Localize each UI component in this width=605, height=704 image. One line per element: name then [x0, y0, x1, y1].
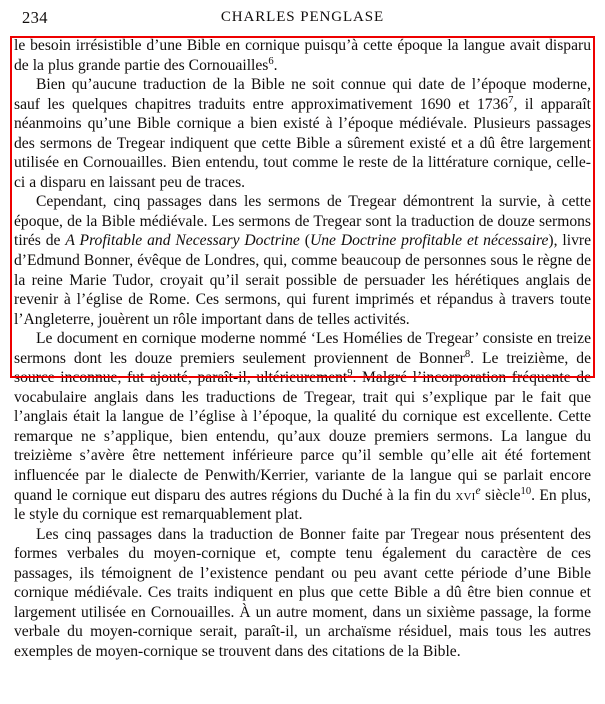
paragraph-4 — [14, 329, 591, 524]
text-run: le besoin irrésistible d’une Bible en cornique puisqu’à cette époque la langue avait disparu de la plus grande partie des Cornouailles — [14, 37, 591, 74]
text-run: ), livre d’Edmund Bonner, évêque de Londres, qui, comme beaucoup de personnes sous le règne de la reine Marie Tudor, croyait qu’il serait possible de persuader les hérétiques anglais de revenir à l’église de Rome. Ces sermons, qui furent imprimés et répandus à travers toute l’Angleterre, jouèrent un rôle important dans de telles activités. — [14, 232, 591, 328]
footnote-marker: 7 — [508, 94, 514, 106]
body-text-column — [14, 36, 591, 662]
text-run: Les cinq passages dans la traduction de Bonner faite par Tregear nous présentent des formes verbales du moyen-cornique et, compte tenu également du caractère de ces passages, ils témoignent de l’existence pendant ou peu avant cette période d’une Bible cornique médiévale. Ces traits indiquent en plus que cette Bible a dû être bien connue et largement utilisée en Cornouailles. À un autre moment, dans un sixième passage, la forme verbale du moyen-cornique serait, paraît-il, un archaïsme résiduel, mais tous les autres exemples de moyen-cornique se trouvent dans des citations de la Bible. — [14, 525, 591, 660]
text-run: , il apparaît néanmoins qu’une Bible cornique a bien existé à l’époque médiévale. Plusieurs passages des sermons de Tregear indiquent que cette Bible a sûrement existé et a dû être largement utilisée en Cornouailles. Bien entendu, tout comme le reste de la littérature cornique, celle-ci a disparu en laissant peu de traces. — [14, 95, 591, 191]
running-head-title: CHARLES PENGLASE — [220, 9, 385, 25]
paragraph-2 — [14, 75, 591, 192]
running-head — [0, 8, 605, 32]
footnote-marker: 10 — [520, 485, 532, 497]
footnote-marker: 9 — [347, 368, 353, 380]
page-number: 234 — [22, 8, 48, 27]
text-run: . — [273, 56, 278, 74]
footnote-marker: 6 — [268, 55, 274, 67]
text-run: Bien qu’aucune traduction de la Bible ne soit connue qui date de l’époque moderne, sauf les quelques chapitres traduits entre approximativement 1690 et 1736 — [14, 76, 591, 113]
text-run: Cependant, cinq passages dans les sermons de Tregear démontrent la survie, à cette époque, de la Bible médiévale. Les sermons de Tregear sont la traduction de douze sermons tirés de — [14, 193, 591, 250]
footnote-marker: 8 — [464, 348, 471, 360]
paragraph-3 — [14, 192, 591, 329]
italic-title: A Profitable and Necessary Doctrine — [65, 232, 300, 250]
text-run: . En plus, le style du cornique est remarquablement plat. — [14, 486, 591, 524]
italic-title: Une Doctrine profitable et nécessaire — [309, 232, 549, 250]
paragraph-1 — [14, 36, 591, 75]
text-run: Le document en cornique moderne nommé ‘Les Homélies de Tregear’ consiste en treize sermons dont les douze premiers seulement proviennent de Bonner — [14, 330, 591, 367]
ordinal-superscript: e — [475, 484, 481, 497]
text-run: siècle — [480, 486, 521, 504]
small-caps-numeral: xvi — [455, 486, 476, 504]
text-run: ( — [299, 232, 310, 250]
text-run: . Le treizième, de source inconnue, fut ajouté, paraît-il, ultérieurement — [14, 349, 591, 387]
paragraph-5 — [14, 525, 591, 662]
text-run: . Malgré l’incorporation fréquente de vocabulaire anglais dans les traductions de Tregear, trait qui s’explique par le fait que l’anglais était la langue de l’église à l’époque, la qualité du cornique est excellente. Cette remarque ne s’applique, bien entendu, qu’aux douze premiers sermons. La langue du treizième s’avère être nettement inférieure parce qu’il semble qu’elle ait été fortement influencée par le dialecte de Penwith/Kerrier, variante de la langue qui se parlait encore quand le cornique eut disparu des autres régions du Duché à la fin du — [14, 369, 591, 504]
